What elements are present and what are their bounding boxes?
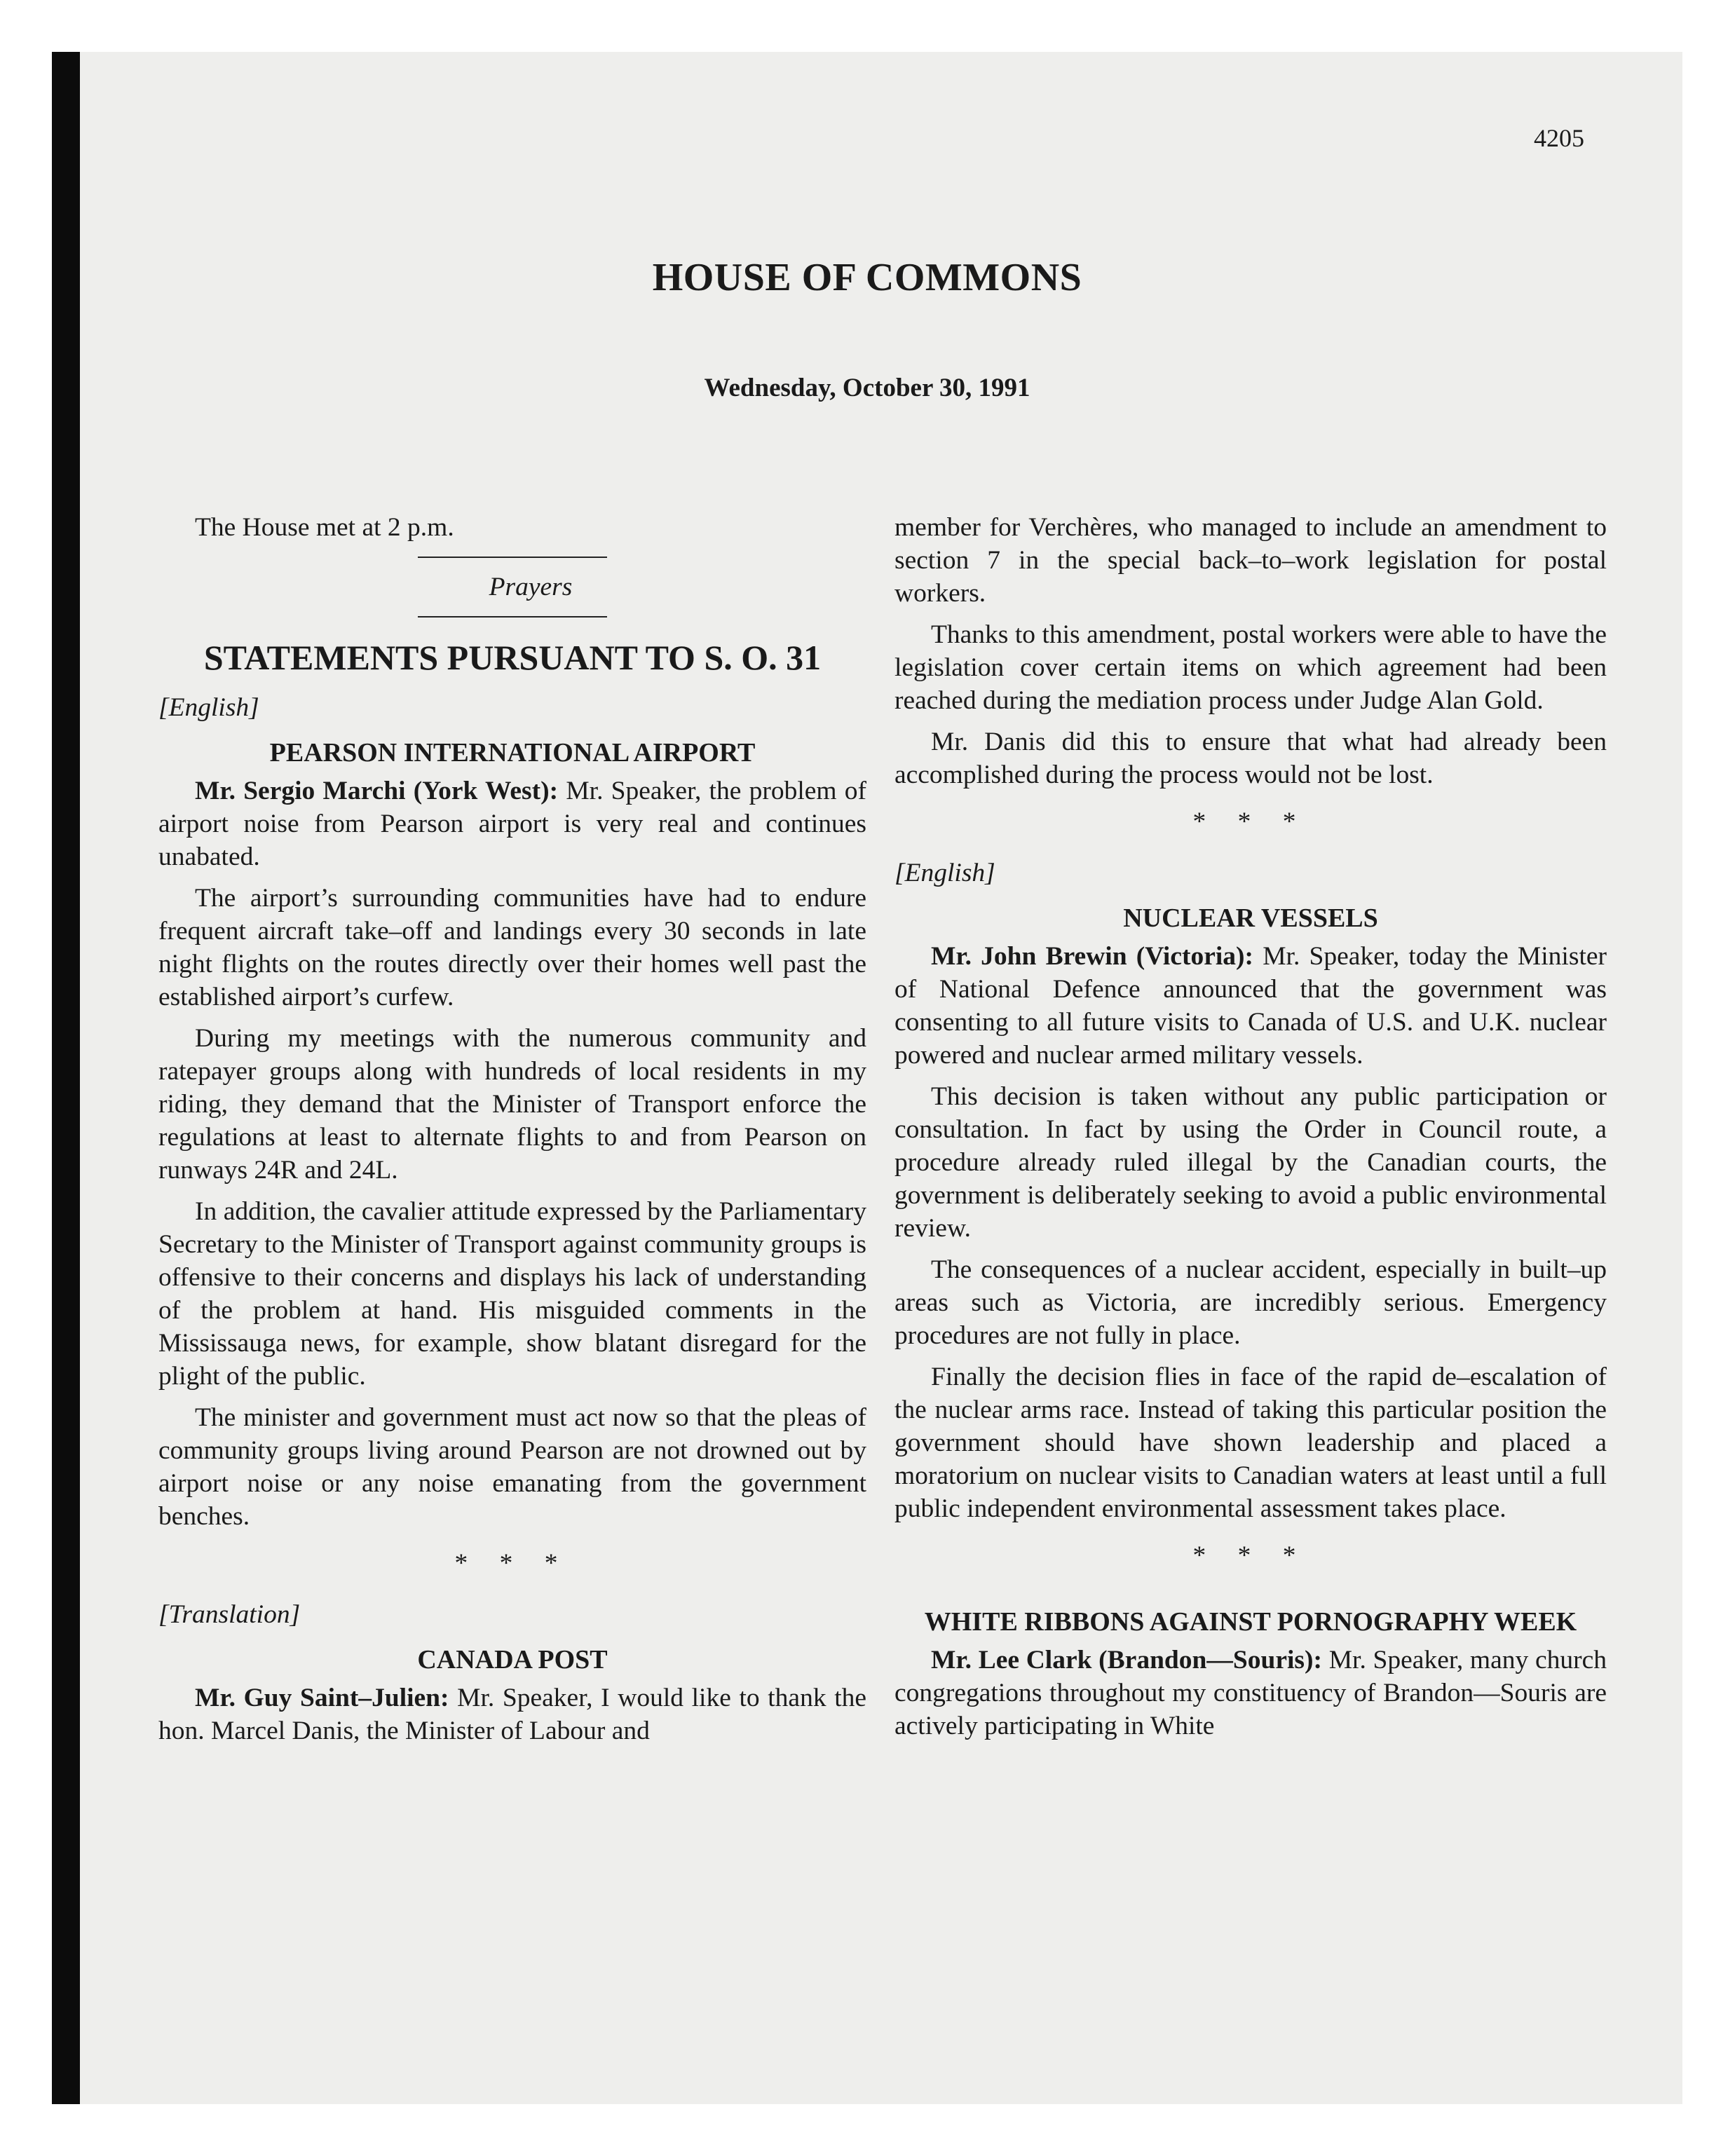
speaker-name: Mr. Sergio Marchi (York West): — [195, 777, 559, 805]
paragraph: The airport’s surrounding communities have had to endure frequent aircraft take–off and landings every 30 seconds in late night flights on the routes directly over their homes well past the established airport’s curfew. — [158, 884, 866, 1011]
divider — [418, 557, 607, 558]
paragraph-text: Mr. Speaker, I would like to thank the hon. Marcel Danis, the Minister of Labour and — [158, 1684, 867, 1745]
paragraph-text: Mr. Speaker, today the Minister of National Defence announced that the government was consenting to all future visits to Canada of U.S. and U.K. nuclear powered and nuclear armed military vessels. — [894, 942, 1607, 1070]
speaker-name: Mr. John Brewin (Victoria): — [931, 942, 1254, 971]
paragraph: Finally the decision flies in face of the rapid de–escalation of the nuclear arms race. Instead of taking this particular position the government should have shown leadership and placed a moratorium on nuclear visits to Canadian waters at least until a full public independent environmental assessment takes place. — [894, 1363, 1607, 1523]
paragraph: member for Verchères, who managed to include an amendment to section 7 in the special back–to–work legislation for postal workers. — [894, 513, 1607, 608]
statement-heading: CANADA POST — [417, 1645, 608, 1674]
paragraph — [158, 775, 866, 873]
right-column — [894, 511, 1607, 1751]
section-heading: STATEMENTS PURSUANT TO S. O. 31 — [203, 638, 822, 677]
paragraph — [158, 1681, 866, 1747]
prayers-label: Prayers — [489, 573, 573, 601]
document-page — [52, 52, 1682, 2104]
page-number: 4205 — [1534, 124, 1584, 152]
section-separator: * * * — [1192, 1541, 1309, 1570]
paragraph: This decision is taken without any public participation or consultation. In fact by using the Order in Council route, a procedure already ruled illegal by the Canadian courts, the government is deliberately seeking to avoid a public environmental review. — [894, 1082, 1607, 1243]
section-separator: * * * — [454, 1549, 571, 1578]
divider — [418, 616, 607, 618]
left-column — [158, 511, 866, 1756]
paragraph-text: Mr. Speaker, the problem of airport noise from Pearson airport is very real and continues unabated. — [158, 777, 867, 871]
language-tag: [English] — [158, 693, 259, 722]
language-tag: [English] — [894, 859, 995, 887]
opening-line: The House met at 2 p.m. — [195, 513, 454, 542]
speaker-name: Mr. Guy Saint–Julien: — [195, 1684, 449, 1712]
spacer — [894, 1590, 1607, 1606]
statement-heading: NUCLEAR VESSELS — [1123, 903, 1378, 933]
paragraph: The consequences of a nuclear accident, especially in built–up areas such as Victoria, are incredibly serious. Emergency procedures are not fully in place. — [894, 1255, 1607, 1350]
paragraph-text: Mr. Speaker, many church congregations throughout my constituency of Brandon—Souris are actively participating in White — [894, 1646, 1607, 1740]
paragraph: In addition, the cavalier attitude expressed by the Parliamentary Secretary to the Minister of Transport against community groups is offensive to their concerns and displays his lack of understanding of the problem at hand. His misguided comments in the Mississauga news, for example, show blatant disregard for the plight of the public. — [158, 1197, 866, 1391]
section-separator: * * * — [1192, 807, 1309, 836]
paragraph: The minister and government must act now so that the pleas of community groups living around Pearson are not drowned out by airport noise or any noise emanating from the government benches. — [158, 1403, 866, 1531]
paragraph: During my meetings with the numerous community and ratepayer groups along with hundreds of local residents in my riding, they demand that the Minister of Transport enforce the regulations at least to alternate flights to and from Pearson on runways 24R and 24L. — [158, 1024, 866, 1185]
sitting-date: Wednesday, October 30, 1991 — [704, 374, 1030, 402]
paragraph: Mr. Danis did this to ensure that what had already been accomplished during the process would not be lost. — [894, 728, 1607, 789]
speaker-name: Mr. Lee Clark (Brandon—Souris): — [931, 1646, 1322, 1674]
paragraph — [894, 1644, 1607, 1742]
statement-heading: PEARSON INTERNATIONAL AIRPORT — [269, 738, 756, 767]
paragraph: Thanks to this amendment, postal workers were able to have the legislation cover certain items on which agreement had been reached during the mediation process under Judge Alan Gold. — [894, 620, 1607, 715]
page-title: HOUSE OF COMMONS — [652, 256, 1082, 299]
paragraph — [894, 940, 1607, 1072]
language-tag: [Translation] — [158, 1600, 301, 1629]
statement-heading: WHITE RIBBONS AGAINST PORNOGRAPHY WEEK — [924, 1607, 1577, 1637]
binding-edge — [52, 52, 80, 2104]
